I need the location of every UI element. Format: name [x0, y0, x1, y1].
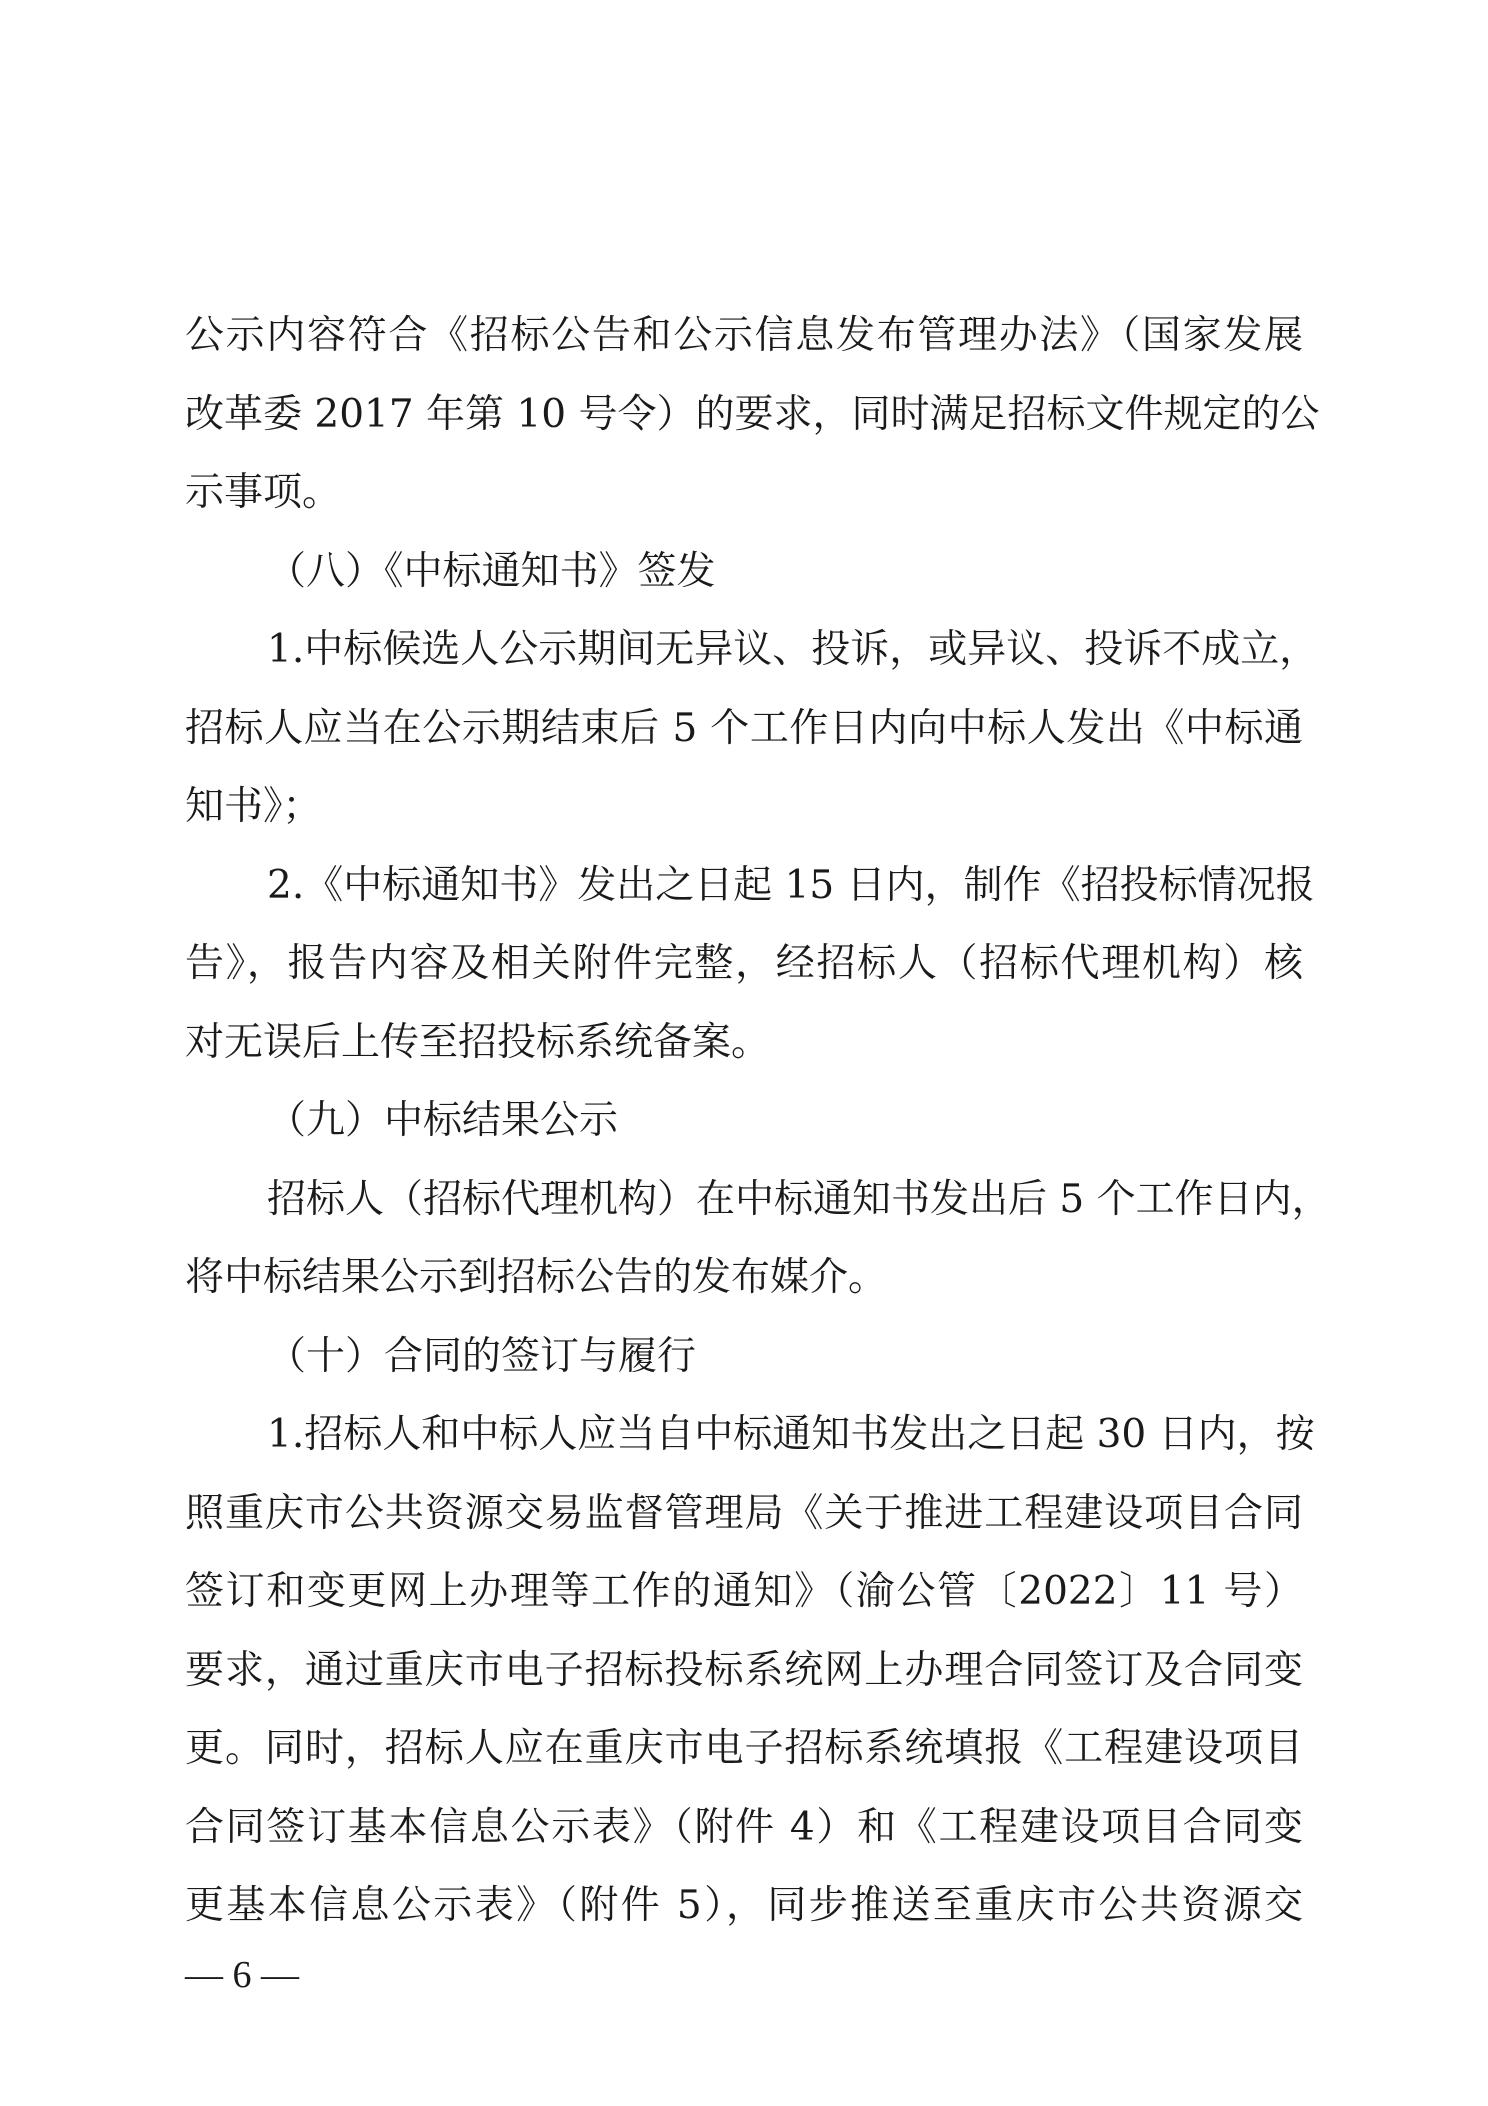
text-line: 2.《中标通知书》发出之日起 15 日内，制作《招投标情况报 — [267, 862, 1315, 908]
text-line: 合同签订基本信息公示表》（附件 4）和《工程建设项目合同变 — [185, 1804, 1303, 1850]
text-line: 对无误后上传至招投标系统备案。 — [185, 1019, 771, 1065]
text-line: 告》，报告内容及相关附件完整，经招标人（招标代理机构）核 — [185, 941, 1303, 986]
text-line: 改革委 2017 年第 10 号令）的要求，同时满足招标文件规定的公 — [185, 391, 1320, 437]
text-line: （八）《中标通知书》签发 — [267, 548, 716, 594]
text-line: 照重庆市公共资源交易监督管理局《关于推进工程建设项目合同 — [185, 1490, 1303, 1536]
page-number: — 6 — — [185, 1954, 299, 1996]
text-line: 要求，通过重庆市电子招标投标系统网上办理合同签订及合同变 — [185, 1647, 1303, 1693]
text-line: 更基本信息公示表》（附件 5），同步推送至重庆市公共资源交 — [185, 1883, 1303, 1928]
text-line: 1.中标候选人公示期间无异议、投诉，或异议、投诉不成立， — [267, 627, 1319, 672]
text-line: 招标人（招标代理机构）在中标通知书发出后 5 个工作日内， — [267, 1176, 1331, 1222]
text-line: （九）中标结果公示 — [267, 1098, 619, 1143]
text-line: 公示内容符合《招标公告和公示信息发布管理办法》（国家发展 — [185, 313, 1303, 358]
text-line: 1.招标人和中标人应当自中标通知书发出之日起 30 日内，按 — [267, 1412, 1315, 1457]
text-line: 示事项。 — [185, 470, 342, 515]
text-line: 签订和变更网上办理等工作的通知》（渝公管〔2022〕11 号） — [185, 1569, 1303, 1614]
document-body — [185, 297, 1331, 1946]
text-line: 更。同时，招标人应在重庆市电子招标系统填报《工程建设项目 — [185, 1726, 1303, 1771]
text-line: 知书》； — [185, 784, 322, 829]
text-line: （十）合同的签订与履行 — [267, 1333, 697, 1379]
text-line: 将中标结果公示到招标公告的发布媒介。 — [185, 1255, 888, 1300]
text-line: 招标人应当在公示期结束后 5 个工作日内向中标人发出《中标通 — [185, 705, 1303, 751]
